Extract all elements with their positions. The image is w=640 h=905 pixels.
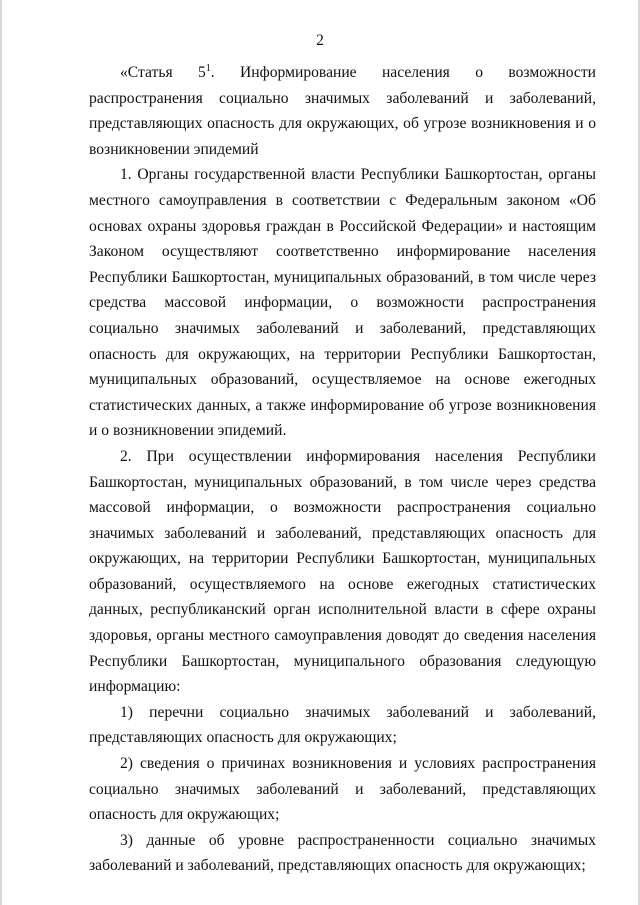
page-edge-left [0,0,2,905]
article-prefix: «Статья 5 [120,64,206,81]
article-heading [89,60,596,162]
paragraph-1: 1. Органы государственной власти Республики Башкортостан, органы местного самоуправления в соответствии с Федеральным законом «Об основах охраны здоровья граждан в Российской Федерации» и настоящим Законом осуществляют соответственно информирование населения Республики Башкортостан, муниципальных образований, в том числе через средства массовой информации, о возможности распространения социально значимых заболеваний и заболеваний, представляющих опасность для окружающих, на территории Республики Башкортостан, муниципальных образований, осуществляемое на основе ежегодных статистических данных, а также информирование об угрозе возникновения и о возникновении эпидемий. [89,166,596,440]
list-item-2: 2) сведения о причинах возникновения и условиях распространения социально значимых заболеваний и заболеваний, представляющих опасность для окружающих; [89,755,596,824]
page-number: 2 [316,32,324,49]
document-body [89,60,596,879]
paragraph-2: 2. При осуществлении информирования населения Республики Башкортостан, муниципальных образований, в том числе через средства массовой информации, о возможности распространения социально значимых заболеваний и заболеваний, представляющих опасность для окружающих, на территории Республики Башкортостан, муниципальных образований, осуществляемого на основе ежегодных статистических данных, республиканский орган исполнительной власти в сфере охраны здоровья, органы местного самоуправления доводят до сведения населения Республики Башкортостан, муниципального образования следующую информацию: [89,447,596,696]
list-item-1: 1) перечни социально значимых заболеваний и заболеваний, представляющих опасность для окружающих; [89,703,596,747]
article-superscript: 1 [205,62,211,74]
list-item-3: 3) данные об уровне распространенности социально значимых заболеваний и заболеваний, представляющих опасность для окружающих; [89,831,596,875]
article-title: . Информирование населения о возможности распространения социально значимых заболеваний и заболеваний, представляющих опасность для окружающих, об угрозе возникновения и о возникновении эпидемий [89,64,597,158]
